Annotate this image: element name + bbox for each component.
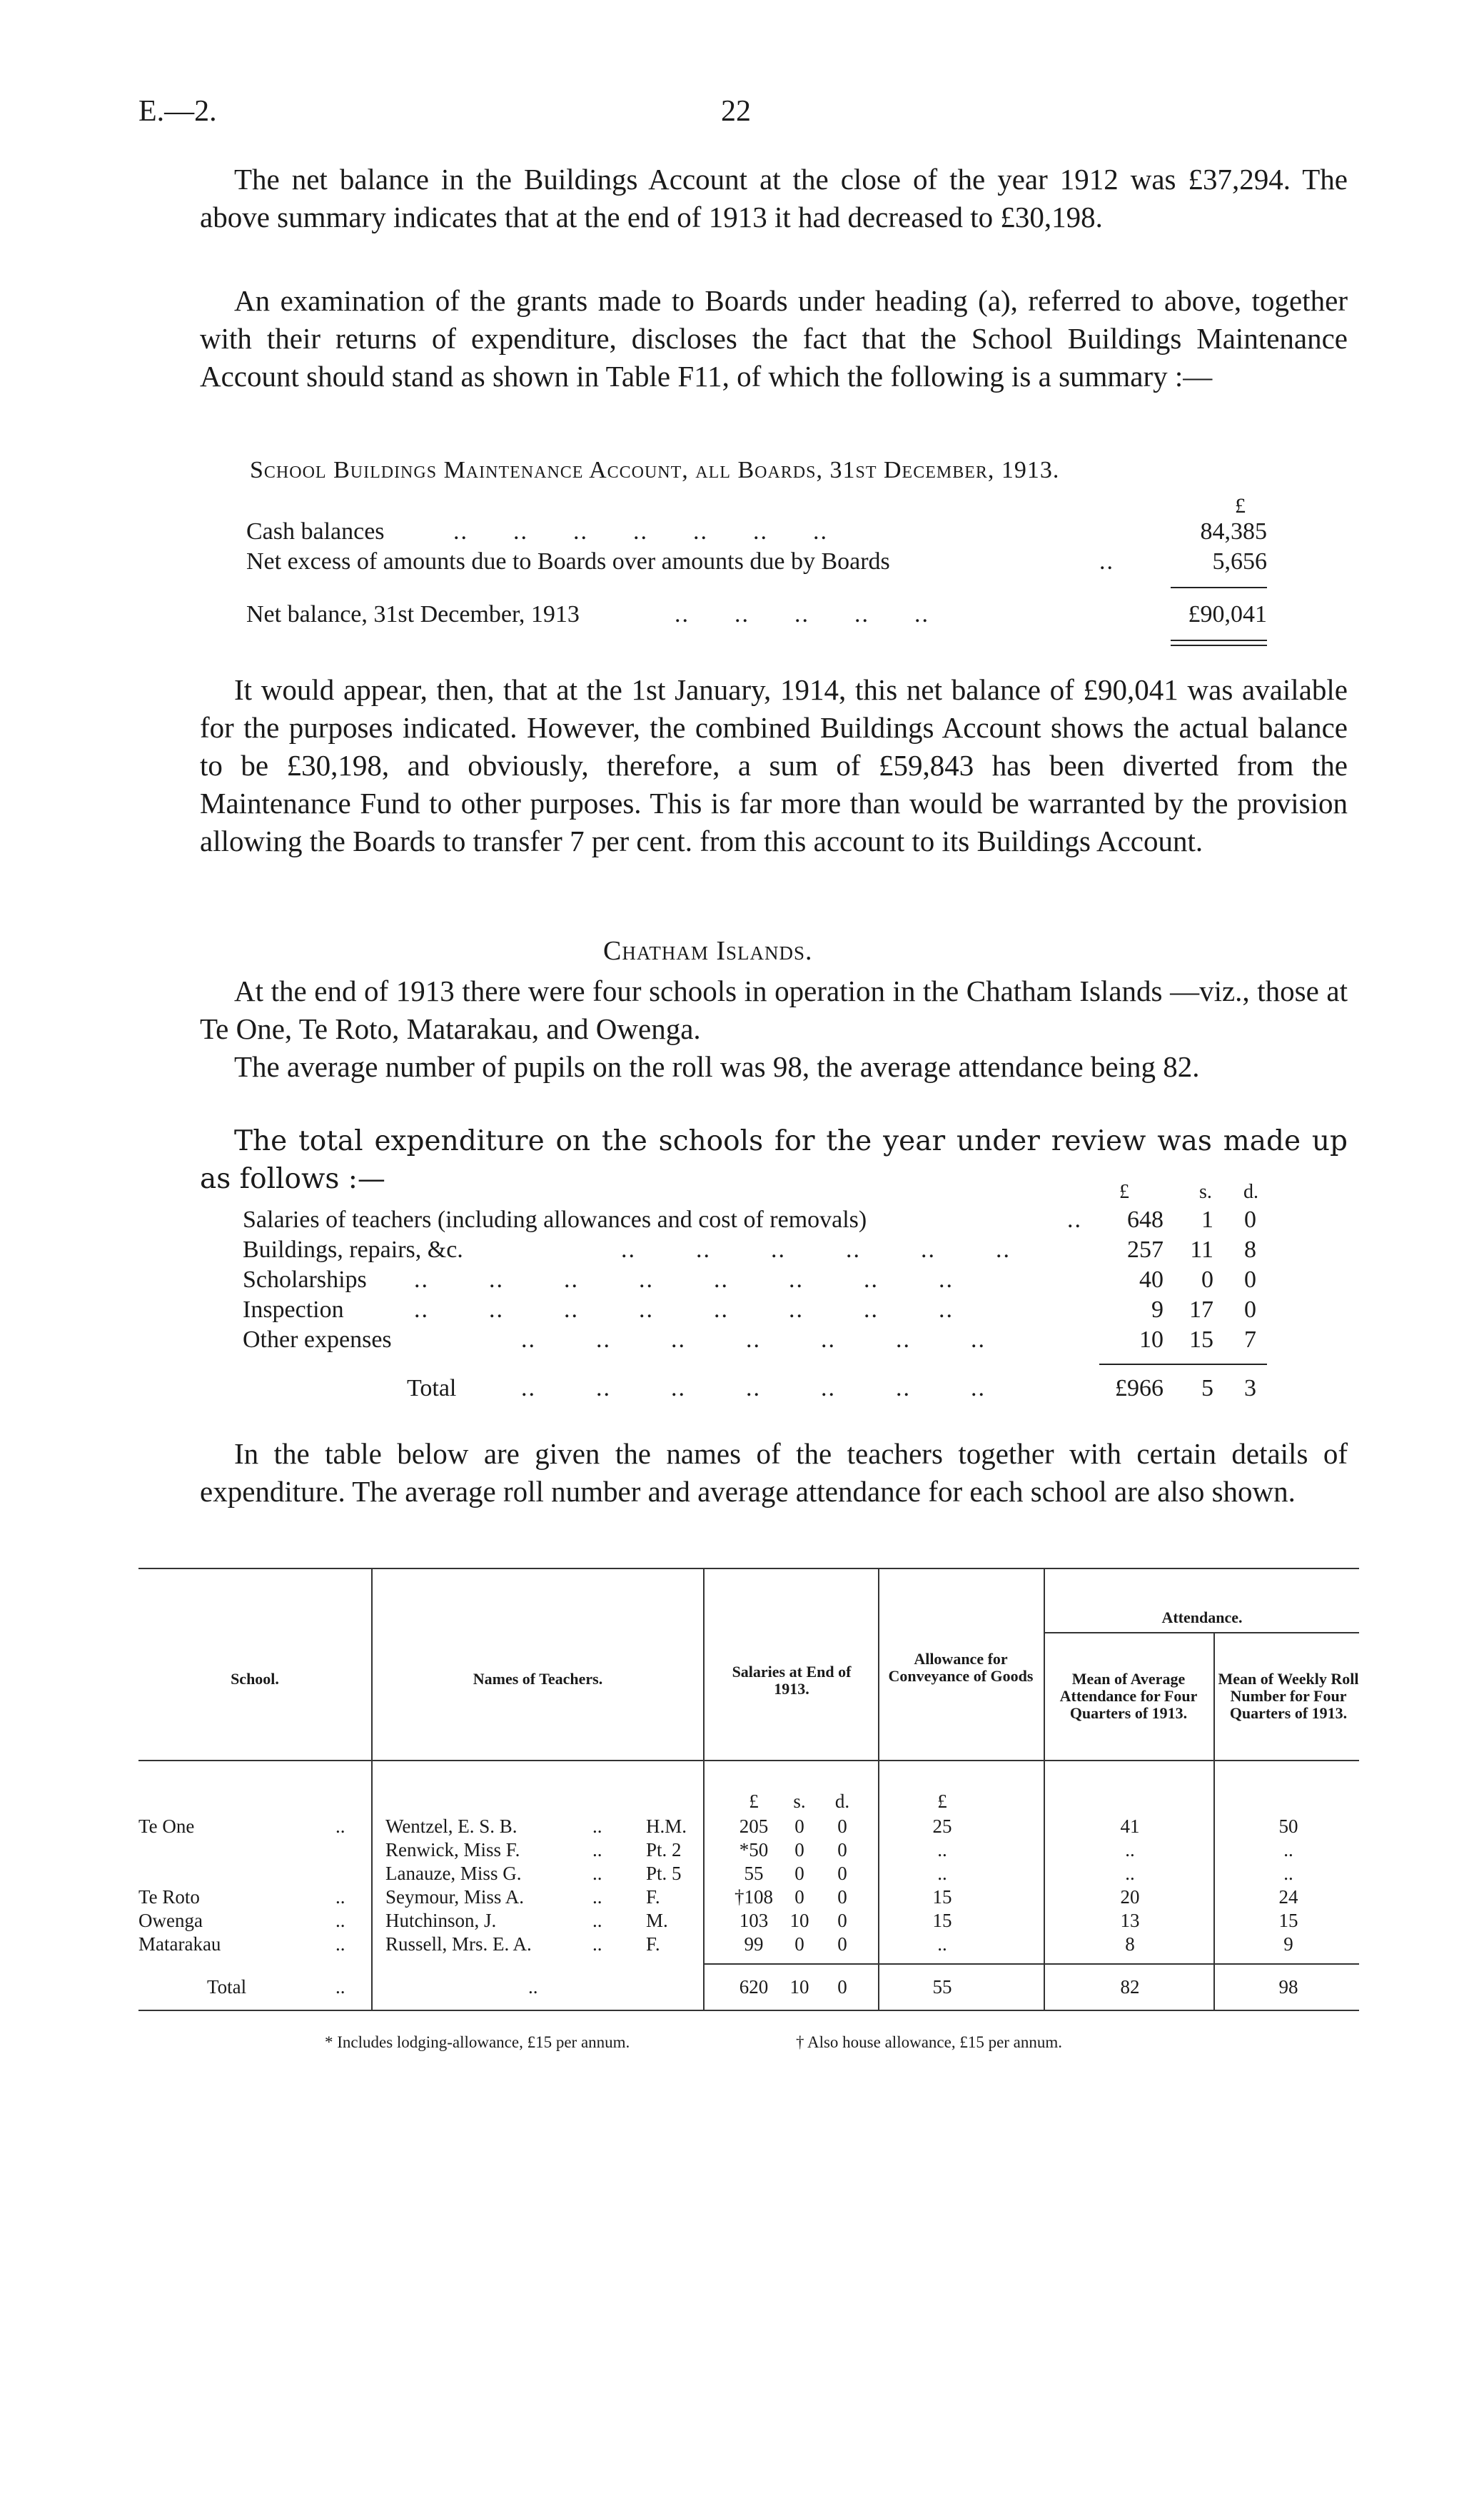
summary-total-row	[246, 601, 1267, 633]
column-divider	[371, 1568, 373, 2010]
header-allowance: Allowance for Conveyance of Goods	[888, 1650, 1034, 1685]
cell-rank: F.	[646, 1933, 660, 1955]
total-teacher: ..	[528, 1976, 538, 1998]
cell-salary-pounds: *50	[739, 1839, 769, 1860]
leader-dots: ..	[335, 1815, 345, 1837]
cell-salary-shillings: 0	[794, 1839, 804, 1860]
shillings-header: s.	[1199, 1181, 1212, 1203]
cell-rank: F.	[646, 1886, 660, 1908]
cell-school: Te One	[138, 1815, 195, 1837]
summary-row-amount: 84,385	[1200, 518, 1267, 545]
attendance-subheader-rule	[1044, 1632, 1359, 1633]
summary-title: School Buildings Maintenance Account, all Boards, 31st December, 1913.	[250, 457, 1060, 483]
document-reference: E.—2.	[138, 95, 217, 128]
footnote-lodging: * Includes lodging-allowance, £15 per annum.	[325, 2033, 630, 2051]
header-mean-roll: Mean of Weekly Roll Number for Four Quarters of 1913.	[1218, 1670, 1359, 1722]
leader-dots: ..	[1067, 1207, 1082, 1233]
cell-teacher: Hutchinson, J.	[385, 1910, 497, 1931]
expenditure-pounds: 9	[1151, 1296, 1164, 1323]
cell-roll: 9	[1283, 1933, 1293, 1955]
leader-dots: .. .. .. .. .. ..	[621, 1237, 1011, 1263]
cell-salary-shillings: 0	[794, 1886, 804, 1908]
page-number: 22	[721, 95, 751, 128]
expenditure-subtotal-rule	[1099, 1364, 1267, 1365]
pounds-header: £	[1119, 1181, 1129, 1203]
paragraph-expenditure-intro: The total expenditure on the schools for the year under review was made up as follows :—	[200, 1125, 1348, 1195]
expenditure-label: Buildings, repairs, &c.	[243, 1237, 463, 1263]
summary-row-amount: 5,656	[1212, 548, 1267, 575]
summary-double-rule-bottom	[1171, 645, 1267, 646]
leader-dots: ..	[335, 1886, 345, 1908]
total-salary-shillings: 10	[789, 1976, 809, 1998]
expenditure-pence: 7	[1244, 1326, 1256, 1353]
column-divider	[878, 1568, 879, 2010]
cell-salary-pence: 0	[837, 1815, 847, 1837]
paragraph-table-intro: In the table below are given the names of the teachers together with certain details of expenditure. The average roll number and average attendance for each school are also shown.	[200, 1437, 1348, 1508]
expenditure-pence: 0	[1244, 1296, 1256, 1323]
leader-dots: ..	[592, 1839, 602, 1860]
cell-attendance: 41	[1120, 1815, 1140, 1837]
total-rule	[703, 1963, 1359, 1965]
summary-row	[246, 518, 1267, 550]
cell-roll: ..	[1283, 1839, 1293, 1860]
leader-dots: ..	[335, 1933, 345, 1955]
cell-allowance: ..	[937, 1839, 947, 1860]
cell-attendance: ..	[1125, 1839, 1135, 1860]
unit-shillings: s.	[793, 1791, 806, 1812]
cell-salary-pence: 0	[837, 1839, 847, 1860]
leader-dots: ..	[592, 1886, 602, 1908]
summary-subtotal-rule	[1171, 587, 1267, 588]
expenditure-row	[243, 1266, 1267, 1296]
summary-total-amount: £90,041	[1188, 601, 1267, 628]
expenditure-total-pence: 3	[1244, 1375, 1256, 1401]
header-salaries: Salaries at End of 1913.	[732, 1663, 852, 1698]
cell-salary-pence: 0	[837, 1863, 847, 1884]
header-bottom-rule	[138, 1760, 1359, 1761]
cell-allowance: 15	[932, 1886, 952, 1908]
cell-teacher: Russell, Mrs. E. A.	[385, 1933, 532, 1955]
cell-allowance: 15	[932, 1910, 952, 1931]
header-names: Names of Teachers.	[473, 1670, 603, 1688]
paragraph-conclusion: It would appear, then, that at the 1st January, 1914, this net balance of £90,041 was available for the purposes indicated. However, the combined Buildings Account shows the actual balance to be £30,198, and obviously, therefore, a sum of £59,843 has been diverted from the Maintenance Fund to other purposes. This is far more than would be warranted by the provision allowing the Boards to transfer 7 per cent. from this account to its Buildings Account.	[200, 673, 1348, 857]
expenditure-total-shillings: 5	[1201, 1375, 1213, 1401]
cell-salary-pounds: 55	[744, 1863, 764, 1884]
unit-allowance: £	[937, 1791, 947, 1812]
cell-teacher: Seymour, Miss A.	[385, 1886, 524, 1908]
expenditure-pence: 8	[1244, 1237, 1256, 1263]
expenditure-pounds: 257	[1127, 1237, 1164, 1263]
cell-rank: Pt. 5	[646, 1863, 682, 1884]
expenditure-shillings: 15	[1189, 1326, 1213, 1353]
cell-salary-shillings: 0	[794, 1815, 804, 1837]
expenditure-pounds: 40	[1139, 1266, 1164, 1293]
cell-school: Owenga	[138, 1910, 203, 1931]
cell-salary-pounds: †108	[735, 1886, 773, 1908]
expenditure-pounds: 10	[1139, 1326, 1164, 1353]
cell-salary-pence: 0	[837, 1886, 847, 1908]
expenditure-total-row	[243, 1375, 1267, 1405]
total-roll: 98	[1278, 1976, 1298, 1998]
total-attendance: 82	[1120, 1976, 1140, 1998]
expenditure-row	[243, 1326, 1267, 1356]
expenditure-shillings: 17	[1189, 1296, 1213, 1323]
header-attendance: Attendance.	[1161, 1608, 1243, 1626]
expenditure-pounds: 648	[1127, 1207, 1164, 1233]
table-bottom-rule	[138, 2010, 1359, 2011]
cell-salary-pence: 0	[837, 1910, 847, 1931]
expenditure-row	[243, 1237, 1267, 1266]
cell-attendance: ..	[1125, 1863, 1135, 1884]
summary-total-label: Net balance, 31st December, 1913	[246, 601, 580, 628]
paragraph-schools: At the end of 1913 there were four schools in operation in the Chatham Islands —viz., those at Te One, Te Roto, Matarakau, and Owenga.	[200, 975, 1348, 1045]
summary-currency-header: £	[1235, 494, 1246, 518]
column-divider	[1044, 1568, 1045, 2010]
cell-allowance: ..	[937, 1863, 947, 1884]
cell-salary-shillings: 10	[789, 1910, 809, 1931]
cell-rank: Pt. 2	[646, 1839, 682, 1860]
total-salary-pounds: 620	[739, 1976, 769, 1998]
paragraph-net-balance: The net balance in the Buildings Account at the close of the year 1912 was £37,294. The above summary indicates that at the end of 1913 it had decreased to £30,198.	[200, 163, 1348, 233]
leader-dots: .. .. .. .. .. .. ..	[521, 1326, 986, 1353]
cell-roll: ..	[1283, 1863, 1293, 1884]
summary-row-label: Cash balances	[246, 518, 385, 545]
expenditure-label: Inspection	[243, 1296, 344, 1323]
cell-roll: 15	[1278, 1910, 1298, 1931]
leader-dots: ..	[592, 1910, 602, 1931]
expenditure-label: Scholarships	[243, 1266, 367, 1293]
cell-salary-shillings: 0	[794, 1863, 804, 1884]
cell-attendance: 13	[1120, 1910, 1140, 1931]
cell-rank: M.	[646, 1910, 668, 1931]
cell-school: Matarakau	[138, 1933, 221, 1955]
leader-dots: .. .. .. .. .. .. ..	[453, 518, 828, 545]
summary-row	[246, 548, 1267, 580]
cell-teacher: Wentzel, E. S. B.	[385, 1815, 518, 1837]
cell-attendance: 20	[1120, 1886, 1140, 1908]
leader-dots: ..	[335, 1976, 345, 1998]
cell-attendance: 8	[1125, 1933, 1135, 1955]
total-salary-pence: 0	[837, 1976, 847, 1998]
total-label: Total	[207, 1976, 247, 1998]
leader-dots: ..	[592, 1933, 602, 1955]
expenditure-row	[243, 1296, 1267, 1326]
cell-allowance: ..	[937, 1933, 947, 1955]
unit-pence: d.	[834, 1791, 850, 1812]
leader-dots: ..	[592, 1863, 602, 1884]
leader-dots: .. .. .. .. ..	[675, 601, 929, 628]
summary-double-rule-top	[1171, 640, 1267, 641]
cell-salary-pounds: 103	[739, 1910, 769, 1931]
footnote-house: † Also house allowance, £15 per annum.	[796, 2033, 1063, 2051]
column-divider	[703, 1568, 705, 2010]
table-top-rule	[138, 1568, 1359, 1569]
header-mean-attendance: Mean of Average Attendance for Four Quarters of 1913.	[1059, 1670, 1198, 1722]
unit-pounds: £	[749, 1791, 759, 1812]
cell-roll: 50	[1278, 1815, 1298, 1837]
expenditure-shillings: 1	[1201, 1207, 1213, 1233]
expenditure-shillings: 0	[1201, 1266, 1213, 1293]
leader-dots: ..	[1099, 548, 1114, 575]
cell-roll: 24	[1278, 1886, 1298, 1908]
cell-rank: H.M.	[646, 1815, 687, 1837]
expenditure-shillings: 11	[1190, 1237, 1213, 1263]
cell-teacher: Lanauze, Miss G.	[385, 1863, 522, 1884]
cell-salary-pence: 0	[837, 1933, 847, 1955]
expenditure-row	[243, 1207, 1267, 1237]
expenditure-label: Other expenses	[243, 1326, 392, 1353]
cell-salary-shillings: 0	[794, 1933, 804, 1955]
leader-dots: .. .. .. .. .. .. .. ..	[414, 1296, 954, 1323]
expenditure-pence: 0	[1244, 1266, 1256, 1293]
cell-allowance: 25	[932, 1815, 952, 1837]
expenditure-total-pounds: £966	[1115, 1375, 1164, 1401]
pence-header: d.	[1243, 1181, 1258, 1203]
cell-salary-pounds: 205	[739, 1815, 769, 1837]
header-school: School.	[231, 1670, 279, 1688]
leader-dots: ..	[592, 1815, 602, 1837]
leader-dots: .. .. .. .. .. .. .. ..	[414, 1266, 954, 1293]
expenditure-total-label: Total	[407, 1375, 457, 1401]
summary-row-label: Net excess of amounts due to Boards over amounts due by Boards	[246, 548, 890, 575]
expenditure-label: Salaries of teachers (including allowances and cost of removals)	[243, 1207, 867, 1233]
leader-dots: ..	[335, 1910, 345, 1931]
total-allowance: 55	[932, 1976, 952, 1998]
expenditure-pence: 0	[1244, 1207, 1256, 1233]
cell-school: Te Roto	[138, 1886, 200, 1908]
cell-teacher: Renwick, Miss F.	[385, 1839, 520, 1860]
section-heading-chatham-islands: Chatham Islands.	[603, 936, 813, 966]
leader-dots: .. .. .. .. .. .. ..	[521, 1375, 986, 1401]
paragraph-examination: An examination of the grants made to Boards under heading (a), referred to above, together with their returns of expenditure, discloses the fact that the School Buildings Maintenance Account should stand as shown in Table F11, of which the following is a summary :—	[200, 284, 1348, 393]
cell-salary-pounds: 99	[744, 1933, 764, 1955]
column-divider	[1213, 1632, 1215, 2010]
paragraph-pupils: The average number of pupils on the roll was 98, the average attendance being 82.	[234, 1050, 1200, 1083]
